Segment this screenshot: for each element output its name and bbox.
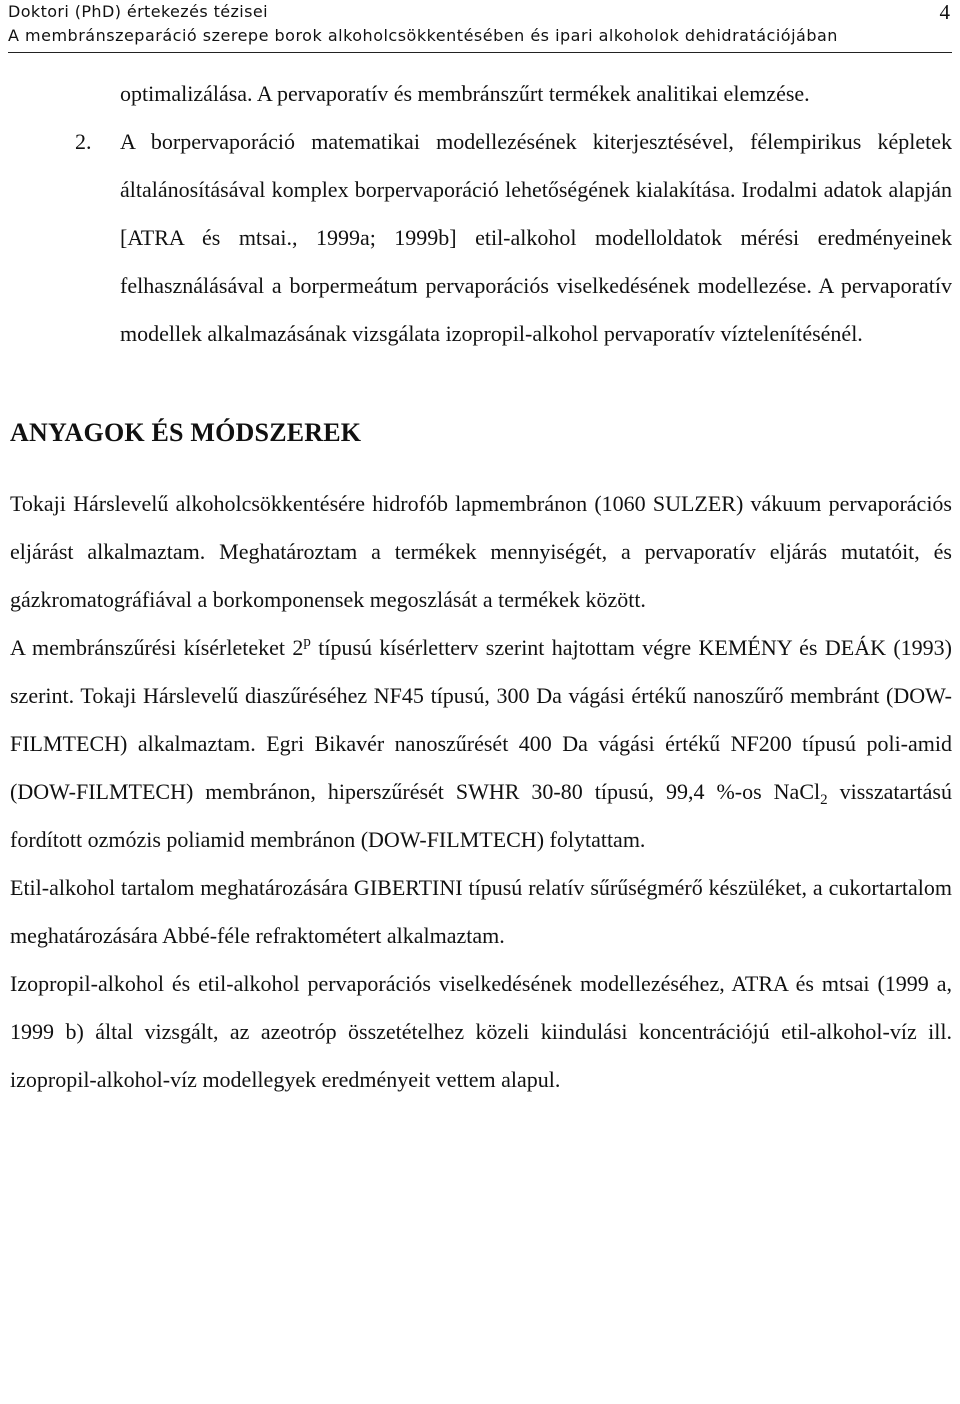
page-header (8, 0, 952, 53)
list-item-number: 2. (75, 129, 92, 154)
page-number: 4 (939, 0, 950, 24)
paragraph-1: Tokaji Hárslevelű alkoholcsökkentésére hidrofób lapmembránon (1060 SULZER) vákuum pervaporációs eljárást alkalmaztam. Meghatároztam a termékek mennyiségét, a pervaporatív eljárás mutatóit, és gázkromatográfiával a borkomponensek megoszlását a termékek között. (10, 491, 952, 612)
paragraph-4: Izopropil-alkohol és etil-alkohol pervaporációs viselkedésének modellezéséhez, ATRA és mtsai (1999 a, 1999 b) által vizsgált, az azeotróp összetételhez közeli kiindulási koncentrációjú etil-alkohol-víz ill. izopropil-alkohol-víz modellegyek eredményeit vettem alapul. (10, 971, 952, 1092)
list-item-2 (75, 118, 952, 358)
continuation-text: optimalizálása. A pervaporatív és membránszűrt termékek analitikai elemzése. (120, 81, 810, 106)
paragraph-2-part-b: típusú kísérletterv szerint hajtottam végre KEMÉNY és DEÁK (1993) szerint. Tokaji Hárslevelű diaszűréséhez NF45 típusú, 300 Da vágási értékű nanoszűrő membránt (DOW-FILMTECH) alkalmaztam. Egri Bikavér nanoszűrését 400 Da vágási értékű NF200 típusú poli-amid (DOW-FILMTECH) membránon, hiperszűrését SWHR 30-80 típusú, 99,4 %-os NaCl (10, 635, 952, 804)
page-body (10, 70, 952, 1104)
list-item-text: A borpervaporáció matematikai modellezésének kiterjesztésével, félempirikus képletek általánosításával komplex borpervaporáció lehetőségének kialakítása. Irodalmi adatok alapján [ATRA és mtsai., 1999a; 1999b] etil-alkohol modelloldatok mérési eredményeinek felhasználásával a borpermeátum pervaporációs viselkedésének modellezése. A pervaporatív modellek alkalmazásának vizsgálata izopropil-alkohol pervaporatív víztelenítésénél. (120, 129, 952, 346)
superscript-p: p (303, 634, 311, 650)
header-title: Doktori (PhD) értekezés tézisei (8, 2, 268, 21)
subscript-2: 2 (820, 792, 828, 808)
paragraph-3: Etil-alkohol tartalom meghatározására GIBERTINI típusú relatív sűrűségmérő készüléket, a cukortartalom meghatározására Abbé-féle refraktométert alkalmaztam. (10, 875, 952, 948)
paragraph-2 (10, 624, 952, 864)
paragraph-2-part-a: A membránszűrési kísérleteket 2 (10, 635, 304, 660)
section-heading: ANYAGOK ÉS MÓDSZEREK (10, 418, 362, 447)
paragraph-2-part-c: visszatartású fordított ozmózis poliamid membránon (DOW-FILMTECH) folytattam. (10, 779, 952, 852)
header-subtitle: A membránszeparáció szerepe borok alkoholcsökkentésében és ipari alkoholok dehidratációjában (8, 26, 838, 45)
list-item-continuation (120, 70, 952, 118)
